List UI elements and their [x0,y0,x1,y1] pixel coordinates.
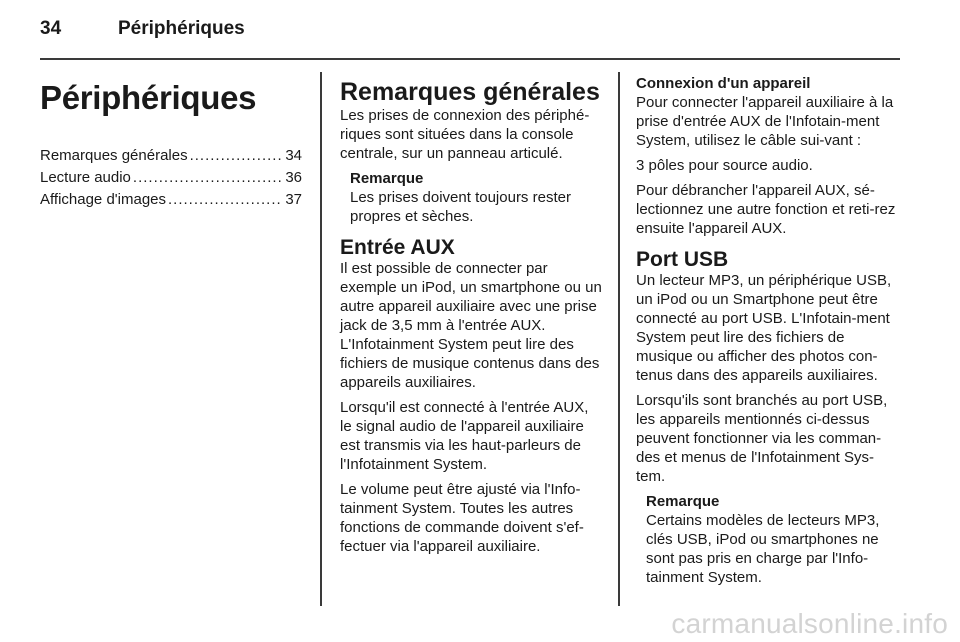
connect-paragraph-3: Pour débrancher l'appareil AUX, sé-lectionnez une autre fonction et reti-rez ensuite l'appareil AUX. [636,182,896,237]
aux-paragraph-3: Le volume peut être ajusté via l'Info-tainment System. Toutes les autres fonctions de commande doivent s'ef-fectuer via l'appareil auxiliaire. [340,481,584,555]
toc-entry[interactable] [40,146,302,165]
usb-paragraph-2: Lorsqu'ils sont branchés au port USB, les appareils mentionnés ci-dessus peuvent fonctionner via les comman-des et menus de l'Infotainment Sys-tem. [636,392,888,485]
section-title-usb: Port USB [636,248,729,271]
subsection-title-connect: Connexion d'un appareil [636,75,811,92]
column-divider-1 [320,72,322,606]
toc-column [40,74,302,212]
section-title-aux: Entrée AUX [340,236,455,259]
note-block [350,169,602,226]
toc-entry-page: 36 [285,169,302,186]
header-rule [40,58,900,60]
usb-paragraph-1: Un lecteur MP3, un périphérique USB, un iPod ou un Smartphone peut être connecté au port USB. L'Infotain-ment System peut lire des fichiers de musique ou afficher des photos con-tenus dans des appareils auxiliaires. [636,272,892,384]
note-text: Certains modèles de lecteurs MP3, clés USB, iPod ou smartphones ne sont pas pris en charge par l'Info-tainment System. [646,512,880,586]
toc-entry[interactable] [40,190,302,209]
running-title: Périphériques [118,18,245,39]
page-number: 34 [40,18,62,39]
content-column-middle [340,74,602,562]
connect-paragraph-1: Pour connecter l'appareil auxiliaire à la prise d'entrée AUX de l'Infotain-ment System, utilisez le câble sui-vant : [636,94,894,149]
toc-leader-dots [133,168,283,187]
toc-leader-dots [190,146,284,165]
connect-paragraph-2: 3 pôles pour source audio. [636,157,813,174]
note-title: Remarque [646,493,720,510]
column-divider-2 [618,72,620,606]
toc-entry-page: 37 [285,191,302,208]
toc-entry-label: Affichage d'images [40,191,166,208]
note-text: Les prises doivent toujours rester propres et sèches. [350,189,571,225]
aux-paragraph-2: Lorsqu'il est connecté à l'entrée AUX, le signal audio de l'appareil auxiliaire est transmis via les haut-parleurs de l'Infotainment System. [340,399,589,473]
general-intro-text: Les prises de connexion des périphé-riques sont situées dans la console centrale, sur un panneau articulé. [340,107,590,162]
toc-entry-page: 34 [285,147,302,164]
section-title-general: Remarques générales [340,78,600,106]
note-block [646,492,900,587]
toc-entry-label: Remarques générales [40,147,188,164]
toc-entry-label: Lecture audio [40,169,131,186]
toc-leader-dots [168,190,283,209]
note-title: Remarque [350,170,424,187]
page-header [40,18,900,58]
toc-entry[interactable] [40,168,302,187]
chapter-title: Périphériques [40,79,257,116]
aux-paragraph-1: Il est possible de connecter par exemple un iPod, un smartphone ou un autre appareil auxiliaire avec une prise jack de 3,5 mm à l'entrée AUX. L'Infotainment System peut lire des fichiers de musique contenus dans des appareils auxiliaires. [340,260,602,391]
content-column-right [636,74,900,595]
watermark-text: carmanualsonline.info [671,608,948,639]
